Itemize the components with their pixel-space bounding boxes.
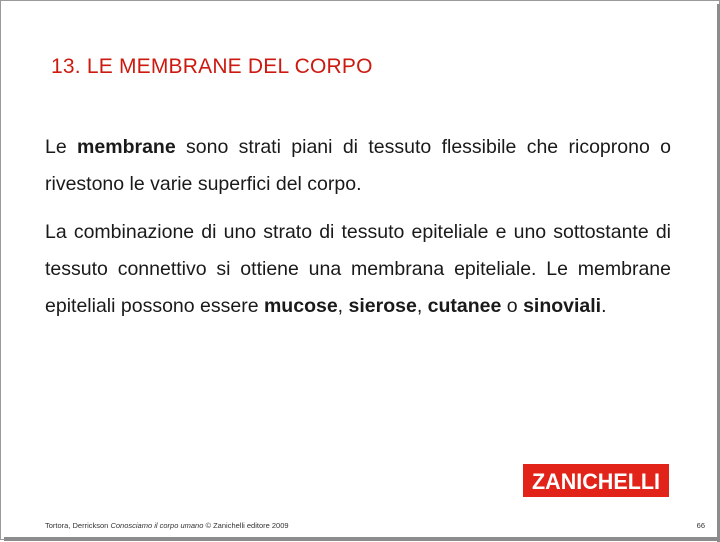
footer-book-title: Conosciamo il corpo umano: [110, 521, 203, 530]
slide-body: [45, 129, 671, 336]
logo-wordmark: [529, 468, 663, 494]
paragraph-epithelial-membrane: [45, 214, 671, 325]
zanichelli-logo: [523, 464, 669, 497]
text-run: La combinazione di uno strato di tessuto epiteliale e uno sottostante di tessuto connettivo si ottiene una membrana epiteliale. Le membrane epiteliali possono essere: [45, 221, 671, 317]
text-run: .: [601, 295, 606, 317]
slide-title: 13. LE MEMBRANE DEL CORPO: [51, 55, 373, 79]
text-run: o: [501, 295, 523, 317]
term-mucose: mucose: [264, 295, 338, 317]
text-run: ,: [417, 295, 428, 317]
term-membrane: membrane: [77, 136, 176, 158]
paragraph-membrane-definition: [45, 129, 671, 203]
slide-shadow-bottom: [4, 537, 720, 541]
footer-credits: [45, 521, 289, 530]
footer-authors: Tortora, Derrickson: [45, 521, 110, 530]
page-number: 66: [697, 521, 705, 530]
term-cutanee: cutanee: [428, 295, 502, 317]
logo-text: ZANICHELLI: [532, 469, 660, 494]
term-sinoviali: sinoviali: [523, 295, 601, 317]
term-sierose: sierose: [349, 295, 417, 317]
footer-publisher: © Zanichelli editore 2009: [203, 521, 288, 530]
text-run: ,: [338, 295, 349, 317]
text-run: Le: [45, 136, 77, 158]
text-run: sono strati piani di tessuto flessibile che ricoprono o rivestono le varie superfici del corpo.: [45, 136, 671, 195]
